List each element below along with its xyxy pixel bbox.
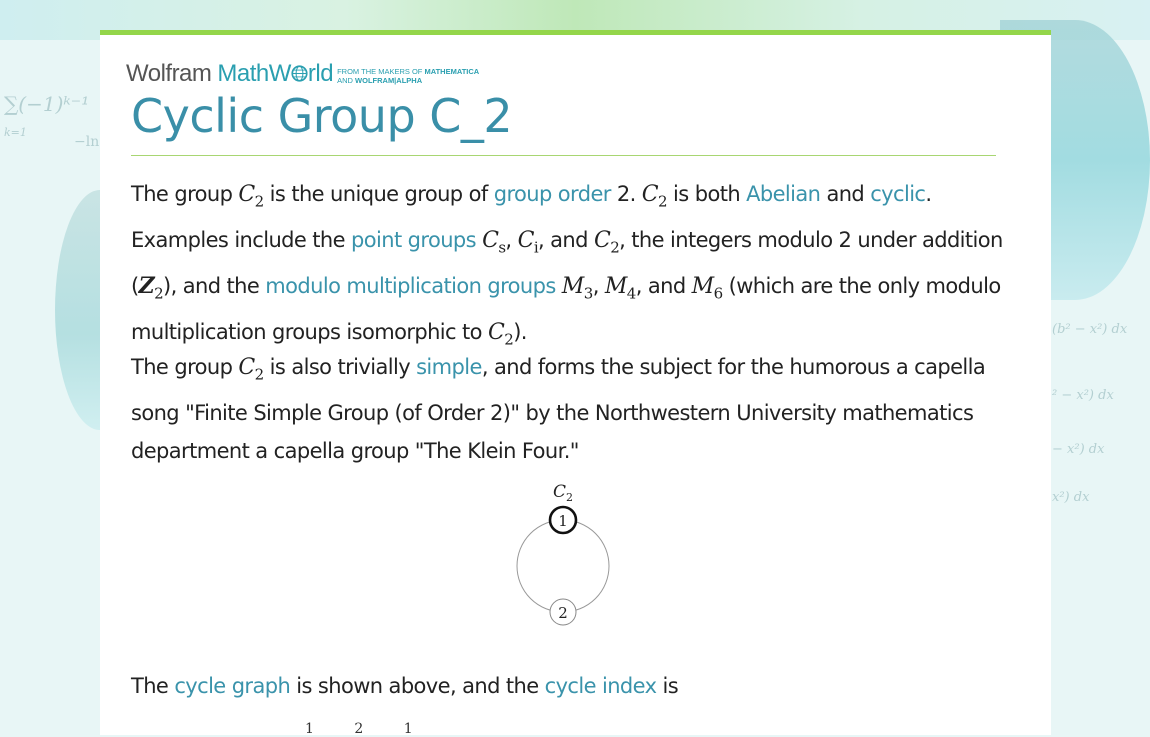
link-point-groups[interactable]: point groups — [351, 227, 476, 252]
background-math-integral-4: x²) dx — [1052, 490, 1090, 505]
math-C2: $C_2$ — [488, 319, 514, 349]
page-title: Cyclic Group C_2 — [131, 89, 513, 143]
background-math-integral-2: ² − x²) dx — [1052, 388, 1114, 403]
background-math-integral-3: − x²) dx — [1052, 442, 1105, 457]
link-cycle-index[interactable]: cycle index — [544, 674, 657, 698]
link-group-order[interactable]: group order — [493, 182, 611, 206]
logo-mathworld-text: MathW rld — [217, 60, 334, 87]
math-M3: $M_3$ — [561, 273, 593, 303]
title-divider — [131, 155, 996, 156]
link-simple[interactable]: simple — [416, 355, 482, 379]
math-C2: $C_2$ — [238, 182, 264, 211]
logo-tagline: FROM THE MAKERS OF MATHEMATICA AND WOLFRAM|ALPHA — [337, 66, 480, 85]
math-Cs: $C_s$ — [482, 227, 506, 257]
math-C2: $C_2$ — [593, 227, 620, 257]
link-abelian[interactable]: Abelian — [746, 182, 821, 206]
mathworld-logo[interactable] — [126, 60, 479, 88]
background-math-sum-lower: k=1 — [4, 126, 27, 139]
background-math-ln: −ln — [74, 134, 100, 150]
cycle-graph-figure — [508, 475, 618, 639]
background-math-integral-1: (b² − x²) dx — [1052, 322, 1128, 337]
background-math-sum: ∑(−1)ᵏ⁻¹ — [4, 92, 90, 116]
math-C2: $C_2$ — [641, 182, 667, 211]
link-cyclic[interactable]: cyclic — [870, 182, 926, 206]
globe-icon — [291, 65, 308, 82]
node-1-label: 1 — [558, 512, 568, 530]
paragraph-intro: The group $C_2$ is the unique group of group order 2. $C_2$ is both Abelian and cyclic. Examples include the point groups $C_s$, $C_i$, and $C_2$, the integers modulo 2 under addition $(Z_2)$, and the modulo multiplication groups $M_3$, $M_4$, and $M_6$ (which are the only modulo multiplication groups isomorphic to $C_2$). — [131, 182, 1003, 349]
article-card — [100, 30, 1051, 735]
math-M6: $M_6$ — [691, 273, 723, 303]
math-Z2: $Z_2$ — [138, 272, 164, 303]
cycle-index-equation: 1 2 1 — [305, 721, 431, 737]
node-2-label: 2 — [558, 604, 568, 622]
paragraph-simple: The group $C_2$ is also trivially simple, and forms the subject for the humorous a capella song "Finite Simple Group (of Order 2)" by the Northwestern University mathematics department a capella group "The Klein Four." — [131, 355, 986, 464]
cycle-graph-label: $C_2$ — [552, 482, 574, 504]
logo-wolfram-text: Wolfram — [126, 60, 212, 87]
math-Ci: $C_i$ — [517, 227, 539, 257]
cycle-graph-svg — [508, 475, 618, 635]
paragraph-cycle-index: The cycle graph is shown above, and the cycle index is — [131, 674, 679, 698]
link-cycle-graph[interactable]: cycle graph — [174, 674, 291, 698]
math-M4: $M_4$ — [604, 273, 636, 303]
link-modulo-multiplication-groups[interactable]: modulo multiplication groups — [265, 273, 556, 298]
math-C2: $C_2$ — [238, 355, 264, 384]
